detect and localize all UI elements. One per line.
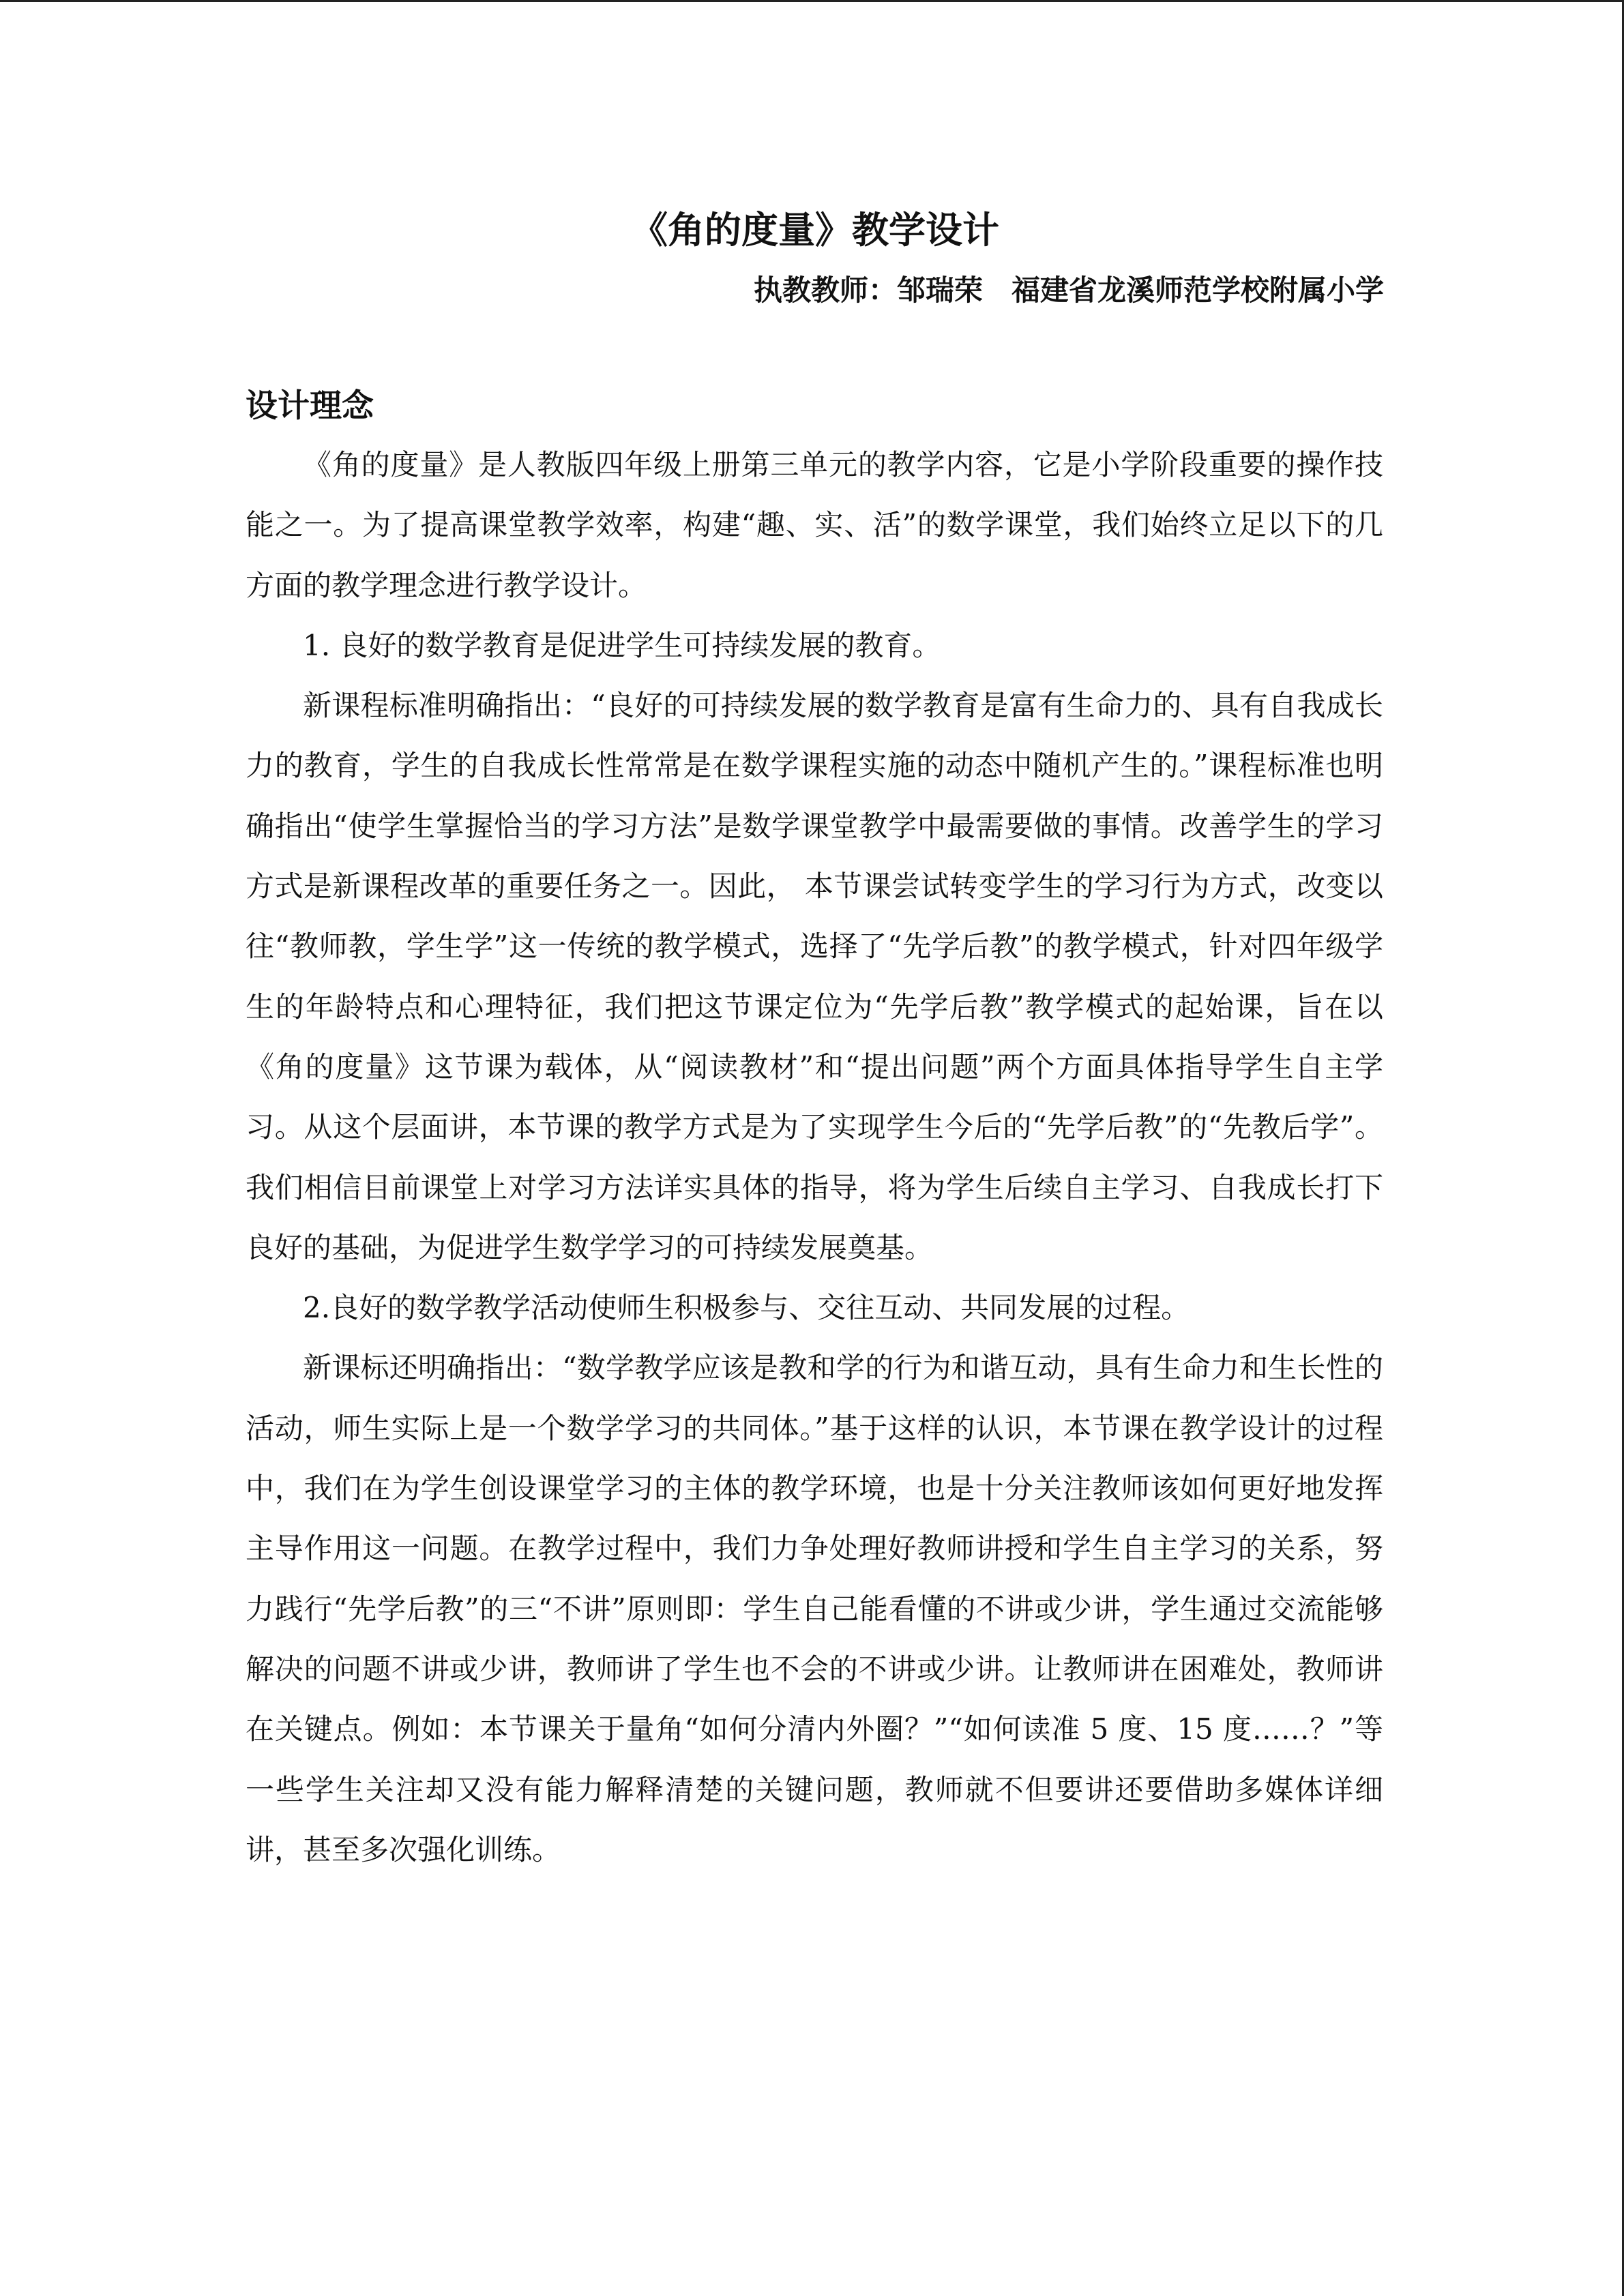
author-line: [246, 263, 1384, 318]
document-page: [246, 198, 1383, 1880]
paragraph-point-two: 新课标还明确指出：“数学教学应该是教和学的行为和谐互动，具有生命力和生长性的活动，师生实际上是一个数学学习的共同体。”基于这样的认识，本节课在教学设计的过程中，我们在为学生创设课堂学习的主体的教学环境，也是十分关注教师该如何更好地发挥主导作用这一问题。在教学过程中，我们力争处理好教师讲授和学生自主学习的关系，努力践行“先学后教”的三“不讲”原则即：学生自己能看懂的不讲或少讲，学生通过交流能够解决的问题不讲或少讲，教师讲了学生也不会的不讲或少讲。让教师讲在困难处，教师讲在关键点。例如：本节课关于量角“如何分清内外圈？”“如何读准 5 度、15 度……？”等一些学生关注却又没有能力解释清楚的关键问题，教师就不但要讲还要借助多媒体详细讲，甚至多次强化训练。: [246, 1351, 1383, 1866]
section-heading-design-concept: 设计理念: [246, 387, 374, 425]
document-title: 《角的度量》教学设计: [631, 209, 999, 252]
paragraph-point-one: 新课程标准明确指出：“良好的可持续发展的数学教育是富有生命力的、具有自我成长力的教育，学生的自我成长性常常是在数学课程实施的动态中随机产生的。”课程标准也明确指出“使学生掌握恰当的学习方法”是数学课堂教学中最需要做的事情。改善学生的学习方式是新课程改革的重要任务之一。因此， 本节课尝试转变学生的学习行为方式，改变以往“教师教，学生学”这一传统的教学模式，选择了“先学后教”的教学模式，针对四年级学生的年龄特点和心理特征，我们把这节课定位为“先学后教”教学模式的起始课，旨在以《角的度量》这节课为载体，从“阅读教材”和“提出问题”两个方面具体指导学生自主学习。从这个层面讲，本节课的教学方式是为了实现学生今后的“先学后教”的“先教后学”。我们相信目前课堂上对学习方法详实具体的指导，将为学生后续自主学习、自我成长打下良好的基础，为促进学生数学学习的可持续发展奠基。: [246, 689, 1383, 1264]
author-label: 执教教师：邹瑞荣: [753, 273, 983, 307]
section-body: [246, 435, 1383, 1880]
point-two-heading: 2.良好的数学教学活动使师生积极参与、交往互动、共同发展的过程。: [303, 1291, 1190, 1325]
school-name: 福建省龙溪师范学校附属小学: [1011, 273, 1384, 307]
point-one-heading: 1. 良好的数学教育是促进学生可持续发展的教育。: [303, 628, 941, 662]
paragraph-intro: 《角的度量》是人教版四年级上册第三单元的教学内容，它是小学阶段重要的操作技能之一。为了提高课堂教学效率，构建“趣、实、活”的数学课堂，我们始终立足以下的几方面的教学理念进行教学设计。: [246, 448, 1383, 602]
